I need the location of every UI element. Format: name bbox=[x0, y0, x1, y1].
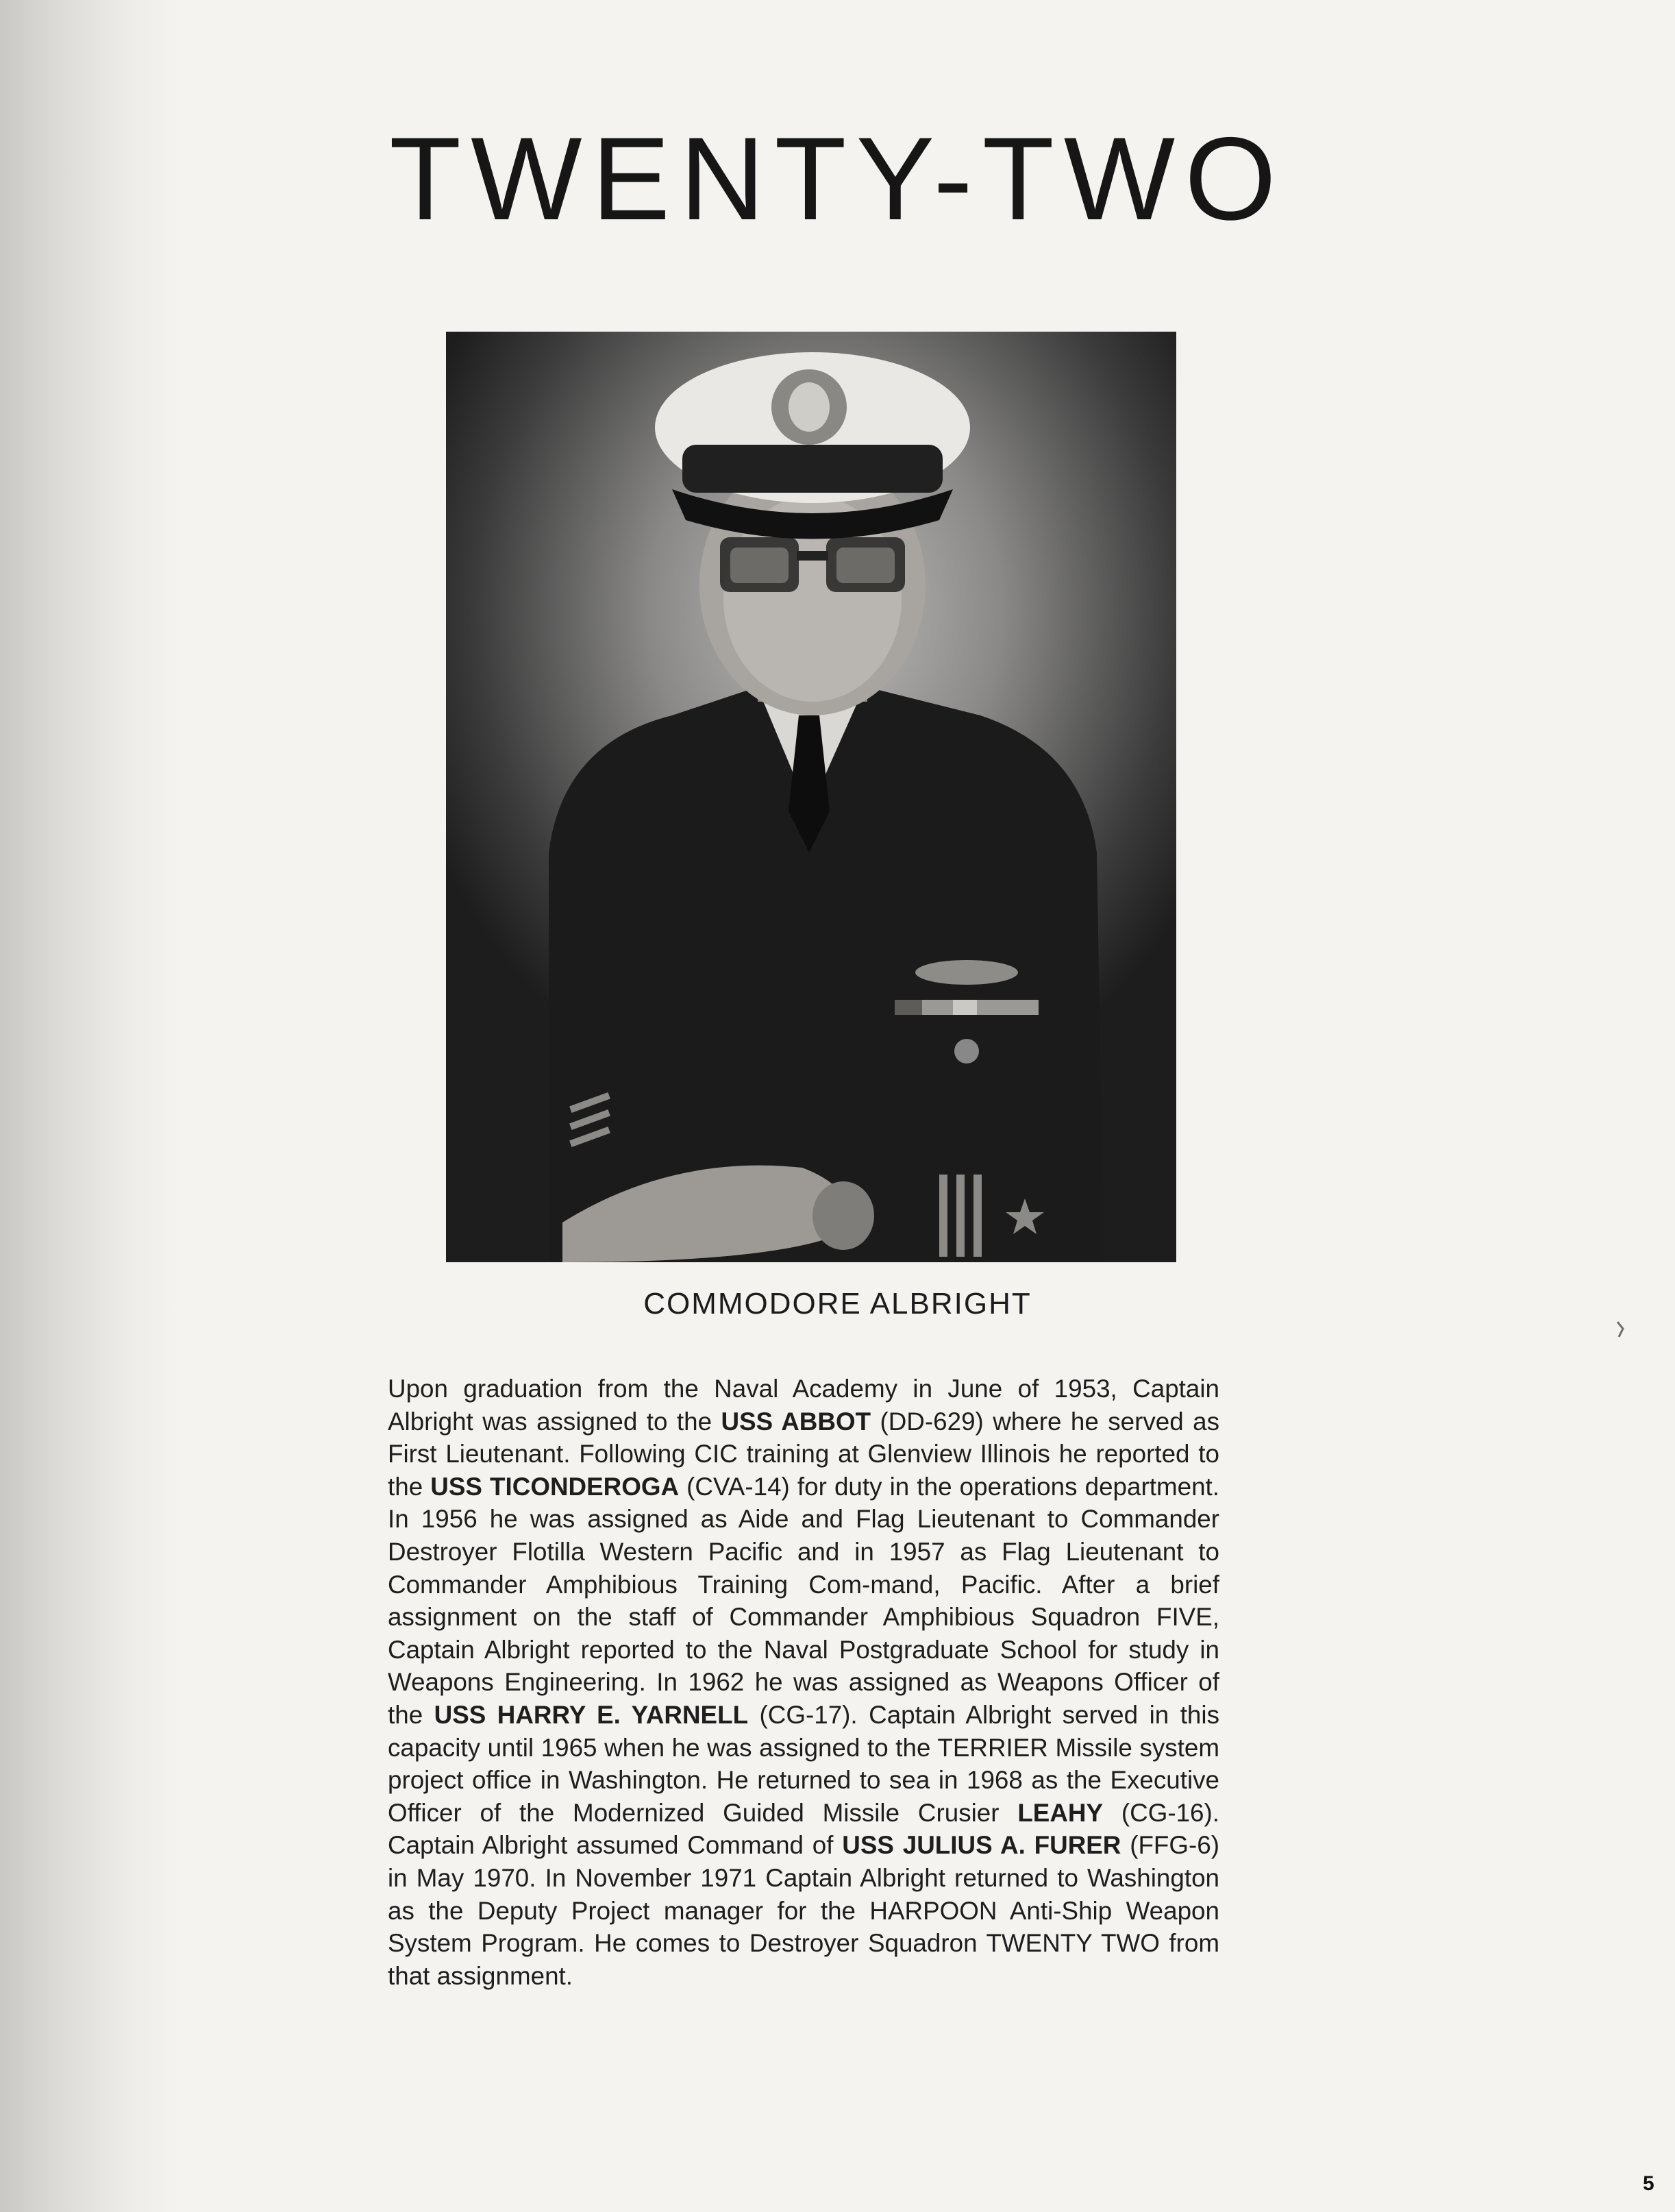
page-title: TWENTY-TWO bbox=[389, 113, 1286, 245]
commodore-portrait-photo bbox=[446, 332, 1176, 1262]
page-number: 5 bbox=[1643, 2172, 1654, 2195]
bio-text-1: Upon graduation from the Naval Academy in June of 1953, Captain Albright was assigned to the bbox=[388, 1375, 1219, 1436]
biography-paragraph bbox=[388, 1373, 1219, 1992]
stray-pen-mark bbox=[1613, 1319, 1628, 1340]
ship-name-leahy: LEAHY bbox=[1017, 1798, 1104, 1827]
ship-name-furer: USS JULIUS A. FURER bbox=[842, 1831, 1121, 1860]
bio-text-6: (FFG-6) in May 1970. In November 1971 Captain Albright returned to Washington as the Deputy Project manager for the HARPOON Anti-Ship Weapon System Program. He comes to Destroyer Squadron TWENTY TWO from that assignment. bbox=[388, 1831, 1219, 1990]
bio-text-3: (CVA-14) for duty in the operations department. In 1956 he was assigned as Aide and Flag Lieutenant to Commander Destroyer Flotilla Western Pacific and in 1957 as Flag Lieutenant to Commander Amphibious Training Com-mand, Pacific. After a brief assignment on the staff of Commander Amphibious Squadron FIVE, Captain Albright reported to the Naval Postgraduate School for study in Weapons Engineering. In 1962 he was assigned as Weapons Officer of the bbox=[388, 1472, 1219, 1729]
bio-text-2: (DD-629) where he served as First Lieutenant. Following CIC training at Glenview Illinois he reported to the bbox=[388, 1407, 1219, 1501]
ship-name-ticonderoga: USS TICONDEROGA bbox=[430, 1472, 680, 1501]
bio-text-5: (CG-16). Captain Albright assumed Command of bbox=[388, 1798, 1219, 1860]
ship-name-abbot: USS ABBOT bbox=[721, 1407, 871, 1436]
portrait-illustration bbox=[446, 332, 1176, 1262]
page-gutter-shadow bbox=[0, 0, 178, 2212]
bio-text-4: (CG-17). Captain Albright served in this capacity until 1965 when he was assigned to the TERRIER Missile system project office in Washington. He returned to sea in 1968 as the Executive Officer of the Modernized Guided Missile Crusier bbox=[388, 1700, 1219, 1827]
photo-caption: COMMODORE ALBRIGHT bbox=[643, 1287, 1032, 1320]
ship-name-yarnell: USS HARRY E. YARNELL bbox=[434, 1700, 749, 1729]
